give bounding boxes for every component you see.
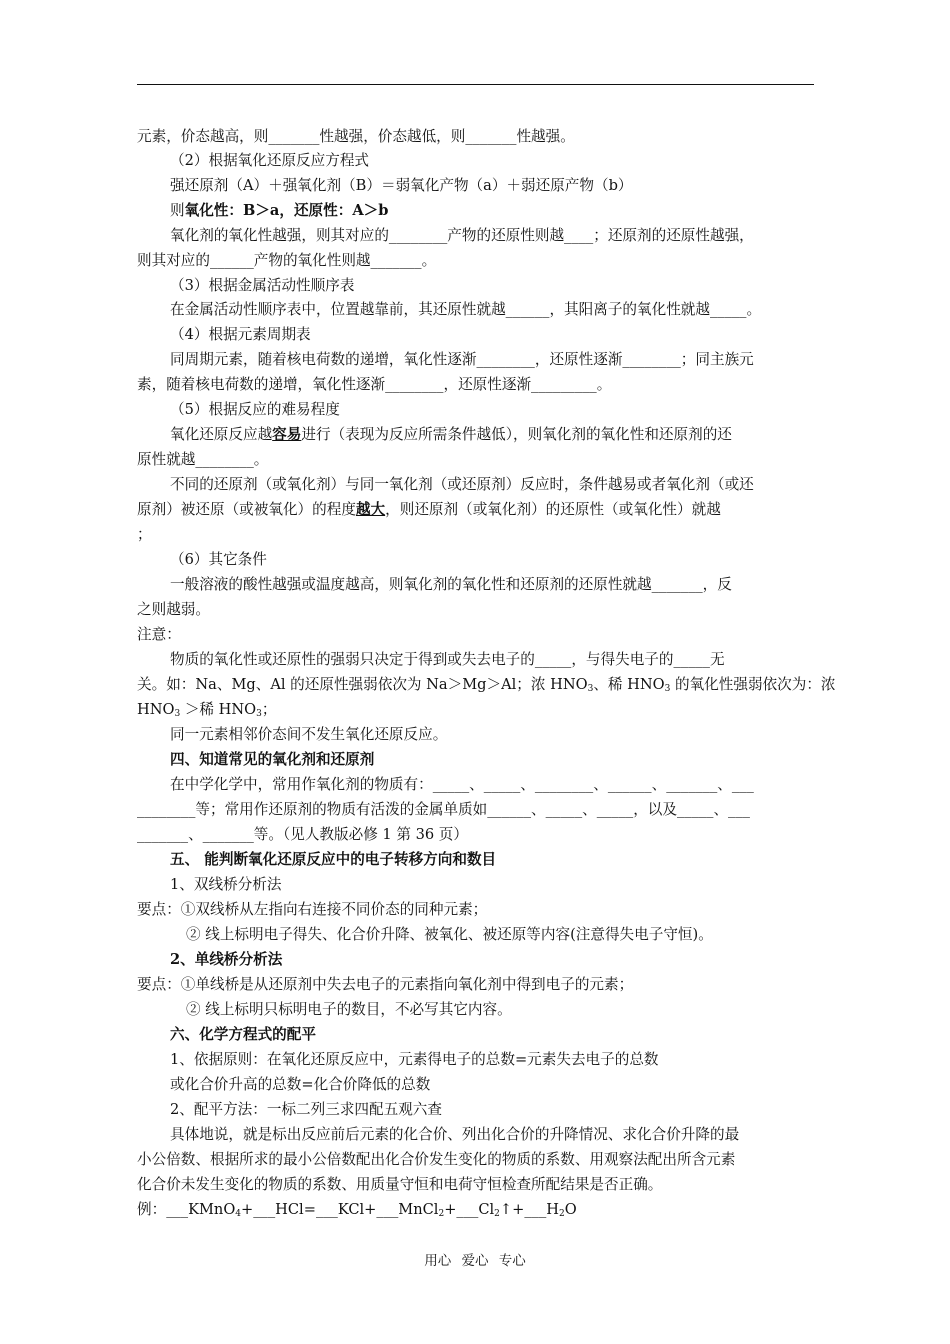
text-line: 要点：①单线桥是从还原剂中失去电子的元素指向氧化剂中得到电子的元素； [137, 976, 634, 993]
text-line [137, 676, 836, 694]
text-fragment: +___Cl [444, 1201, 495, 1218]
text-line: 不同的还原剂（或氧化剂）与同一氧化剂（或还原剂）反应时，条件越易或者氧化剂（或还 [170, 476, 754, 493]
text-line: 氧化剂的氧化性越强，则其对应的________产物的还原性则越____；还原剂的还原性越强， [170, 227, 754, 244]
subheading: （6）其它条件 [170, 551, 267, 568]
text-line: 同周期元素，随着核电荷数的递增，氧化性逐渐________，还原性逐渐________；同主族元 [170, 351, 754, 368]
page-footer: 用心 爱心 专心 [424, 1253, 526, 1269]
text-fragment: 氧化还原反应越 [170, 426, 273, 443]
text-fragment: +___HCl=___KCl+___MnCl [241, 1201, 439, 1218]
subscript: 3 [664, 684, 671, 694]
text-line: ② 线上标明电子得失、化合价升降、被氧化、被还原等内容(注意得失电子守恒)。 [186, 926, 713, 943]
section-heading: 六、化学方程式的配平 [170, 1026, 316, 1043]
text-line: 2、配平方法：一标二列三求四配五观六查 [170, 1101, 442, 1118]
subheading: （2）根据氧化还原反应方程式 [170, 152, 370, 169]
text-line: 原性就越________。 [137, 451, 269, 468]
text-fragment: 原剂）被还原（或被氧化）的程度 [137, 501, 356, 518]
text-line: 物质的氧化性或还原性的强弱只决定于得到或失去电子的_____，与得失电子的_____无 [170, 651, 725, 668]
text-fragment: O [564, 1201, 577, 1218]
text-line [137, 501, 827, 519]
text-fragment: 进行（表现为反应所需条件越低），则氧化剂的氧化性和还原剂的还 [301, 426, 732, 443]
equation-line [137, 1201, 827, 1219]
text-fragment: ＞稀 HNO [180, 701, 257, 718]
text-fragment: ↑+___H [499, 1201, 559, 1218]
text-line: ； [137, 526, 152, 543]
text-line: 或化合价升高的总数=化合价降低的总数 [170, 1076, 431, 1093]
text-line: 具体地说，就是标出反应前后元素的化合价、列出化合价的升降情况、求化合价升降的最 [170, 1126, 740, 1143]
text-line: 1、依据原则：在氧化还原反应中，元素得电子的总数=元素失去电子的总数 [170, 1051, 659, 1068]
text-fragment: 的氧化性强弱依次为：浓 [670, 676, 836, 693]
text-line: ② 线上标明只标明电子的数目，不必写其它内容。 [186, 1001, 512, 1018]
text-fragment: 则 [170, 202, 185, 219]
subheading: （4）根据元素周期表 [170, 326, 311, 343]
text-line [137, 701, 827, 719]
text-line: 强还原剂（A）＋强氧化剂（B）＝弱氧化产物（a）＋弱还原产物（b） [170, 177, 633, 194]
text-line: 化合价未发生变化的物质的系数、用质量守恒和电荷守恒检查所配结果是否正确。 [137, 1176, 663, 1193]
subscript: 2 [558, 1209, 565, 1219]
text-line [170, 426, 860, 444]
emphasis-fragment: 容易 [272, 426, 302, 443]
text-line [170, 202, 860, 220]
text-fragment: HNO [137, 701, 175, 718]
text-line: ________等；常用作还原剂的物质有活泼的金属单质如______、_____、_____，以及_____、___ [137, 801, 750, 818]
text-line: 小公倍数、根据所求的最小公倍数配出化合价发生变化的物质的系数、用观察法配出所含元素 [137, 1151, 736, 1168]
subscript: 3 [174, 709, 181, 719]
text-line: 在中学化学中，常用作氧化剂的物质有：_____、_____、________、______、_______、___ [170, 776, 754, 793]
text-line: 元素，价态越高，则_______性越强，价态越低，则_______性越强。 [137, 128, 575, 145]
section-heading: 四、知道常见的氧化剂和还原剂 [170, 751, 375, 768]
text-line: 要点：①双线桥从左指向右连接不同价态的同种元素； [137, 901, 488, 918]
bold-fragment: 氧化性：B＞a，还原性：A＞b [184, 202, 389, 219]
text-fragment: 例：___KMnO [137, 1201, 236, 1218]
subscript: 2 [438, 1209, 445, 1219]
section-heading: 五、 能判断氧化还原反应中的电子转移方向和数目 [170, 851, 497, 868]
text-line: 素，随着核电荷数的递增，氧化性逐渐________，还原性逐渐_________。 [137, 376, 612, 393]
subheading: 1、双线桥分析法 [170, 876, 282, 893]
note-label: 注意： [137, 626, 181, 643]
text-line: 在金属活动性顺序表中，位置越靠前，其还原性就越______，其阳离子的氧化性就越_____。 [170, 301, 762, 318]
text-line: _______、_______等。（见人教版必修 1 第 36 页） [137, 826, 468, 843]
text-fragment: 关。如：Na、Mg、Al 的还原性强弱依次为 Na＞Mg＞Al；浓 HNO [137, 676, 588, 693]
subscript: 3 [587, 684, 594, 694]
subscript: 3 [256, 709, 262, 719]
text-line: 一般溶液的酸性越强或温度越高，则氧化剂的氧化性和还原剂的还原性就越_______，反 [170, 576, 732, 593]
subheading: （5）根据反应的难易程度 [170, 401, 340, 418]
subscript: 2 [494, 1209, 500, 1219]
text-line: 之则越弱。 [137, 601, 210, 618]
subheading: 2、单线桥分析法 [170, 951, 283, 968]
header-rule [137, 84, 814, 85]
subscript: 4 [235, 1209, 242, 1219]
emphasis-fragment: 越大 [355, 501, 386, 518]
subheading: （3）根据金属活动性顺序表 [170, 277, 355, 294]
text-fragment: ，则还原剂（或氧化剂）的还原性（或氧化性）就越 [385, 501, 721, 518]
text-fragment: ； [261, 701, 277, 718]
text-line: 同一元素相邻价态间不发生氧化还原反应。 [170, 726, 448, 743]
text-fragment: 、稀 HNO [593, 676, 665, 693]
text-line: 则其对应的______产物的氧化性则越_______。 [137, 252, 437, 269]
